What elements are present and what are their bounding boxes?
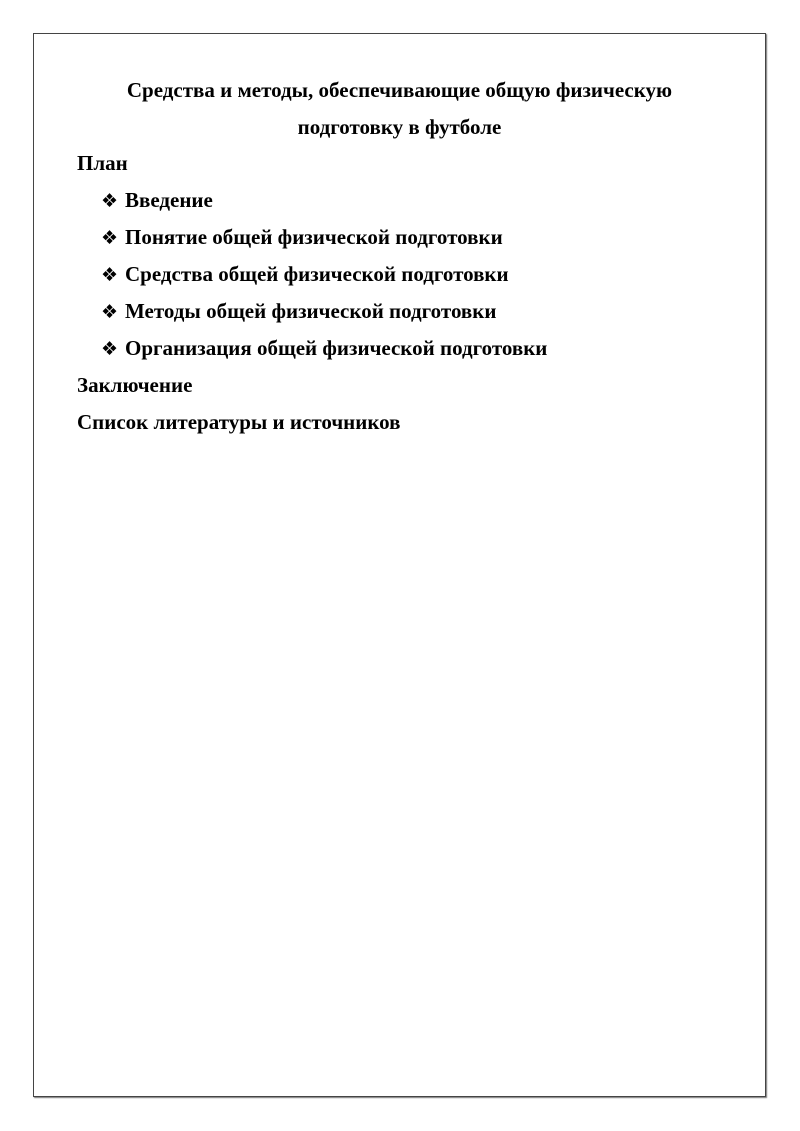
diamond-bullet-icon: ❖	[101, 338, 119, 360]
plan-item-organization	[101, 336, 547, 361]
references-heading: Список литературы и источников	[77, 410, 401, 434]
plan-item-introduction	[101, 188, 213, 213]
title-line-2: подготовку в футболе	[297, 115, 502, 139]
document-title	[33, 72, 766, 146]
plan-item-means	[101, 262, 509, 287]
plan-item-label: Средства общей физической подготовки	[125, 262, 509, 286]
plan-item-label: Организация общей физической подготовки	[125, 336, 548, 360]
diamond-bullet-icon: ❖	[101, 301, 119, 323]
diamond-bullet-icon: ❖	[101, 264, 119, 286]
plan-item-label: Понятие общей физической подготовки	[125, 225, 503, 249]
plan-item-label: Введение	[125, 188, 213, 212]
title-line-1: Средства и методы, обеспечивающие общую физическую	[126, 78, 673, 102]
plan-item-methods	[101, 299, 496, 324]
diamond-bullet-icon: ❖	[101, 190, 119, 212]
plan-item-label: Методы общей физической подготовки	[125, 299, 497, 323]
conclusion-heading: Заключение	[77, 373, 193, 397]
diamond-bullet-icon: ❖	[101, 227, 119, 249]
plan-heading: План	[77, 151, 128, 175]
plan-item-concept	[101, 225, 503, 250]
